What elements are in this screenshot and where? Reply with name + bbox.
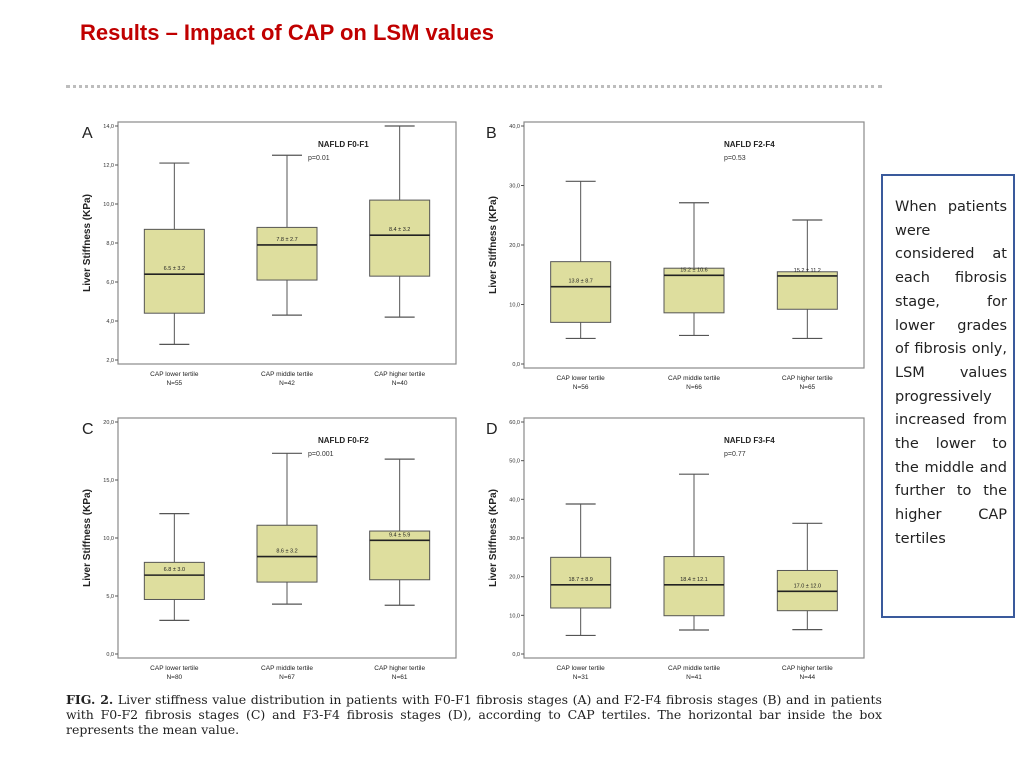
y-tick-label: 20,0	[509, 243, 520, 249]
panel-letter: A	[82, 125, 93, 142]
x-category-label: CAP higher tertile	[781, 665, 833, 672]
x-category-label: CAP middle tertile	[668, 665, 720, 672]
x-n-label: N=44	[799, 674, 816, 681]
box-iqr	[551, 262, 611, 323]
box-mean-label: 7.8 ± 2.7	[276, 236, 298, 243]
y-tick-label: 8,0	[106, 241, 114, 247]
box-mean-label: 6.8 ± 3.0	[163, 567, 186, 574]
x-n-label: N=65	[799, 384, 816, 391]
y-tick-label: 20,0	[103, 420, 114, 426]
box-mean-label: 13.8 ± 8.7	[568, 278, 593, 285]
panel-pvalue: p=0.77	[724, 451, 746, 458]
x-n-label: N=41	[686, 674, 702, 681]
panel-c	[82, 418, 456, 681]
x-category-label: CAP middle tertile	[261, 665, 313, 672]
y-tick-label: 4,0	[106, 319, 114, 325]
box-mean-label: 9.4 ± 5.9	[388, 532, 411, 539]
panel-pvalue: p=0.001	[308, 451, 334, 458]
panel-title: NAFLD F0-F1	[318, 140, 369, 149]
box-mean-label: 18.7 ± 8.9	[568, 576, 593, 583]
panel-pvalue: p=0.53	[724, 155, 746, 162]
box-iqr	[370, 200, 430, 276]
panel-letter: C	[82, 421, 94, 438]
x-category-label: CAP higher tertile	[781, 375, 833, 382]
boxplot-figure	[60, 108, 872, 688]
box-iqr	[777, 272, 837, 309]
x-n-label: N=56	[572, 384, 589, 391]
note-box	[881, 174, 1015, 618]
panel-pvalue: p=0.01	[308, 155, 330, 162]
y-tick-label: 0,0	[106, 652, 114, 658]
y-tick-label: 30,0	[509, 183, 520, 190]
box-mean-label: 15.2 ± 11.2	[793, 267, 821, 274]
y-tick-label: 10,0	[103, 202, 114, 208]
box-mean-label: 15.2 ± 10.6	[680, 267, 708, 274]
caption-text: Liver stiffness value distribution in patients with F0-F1 fibrosis stages (A) and F2-F4 fibrosis stages (B) and in patients with F0-F2 fibrosis stages (C) and F3-F4 fibrosis stages (D), according to CAP tertiles. The horizontal bar inside the box represents the mean value.	[66, 692, 882, 737]
y-axis-label: Liver Stiffness (KPa)	[488, 196, 499, 294]
x-category-label: CAP lower tertile	[556, 665, 605, 672]
x-category-label: CAP lower tertile	[556, 375, 605, 382]
x-category-label: CAP higher tertile	[374, 665, 426, 672]
box-iqr	[664, 557, 724, 616]
y-tick-label: 60,0	[509, 420, 520, 426]
x-n-label: N=61	[391, 674, 408, 681]
y-tick-label: 12,0	[103, 163, 114, 169]
x-category-label: CAP higher tertile	[374, 371, 426, 378]
x-n-label: N=66	[686, 384, 702, 391]
box-mean-label: 6.5 ± 3.2	[163, 266, 186, 273]
box-mean-label: 18.4 ± 12.1	[680, 576, 708, 583]
panel-d	[486, 418, 864, 681]
box-mean-label: 8.6 ± 3.2	[276, 548, 298, 555]
x-n-label: N=80	[166, 674, 183, 681]
y-axis-label: Liver Stiffness (KPa)	[82, 194, 93, 292]
panel-title: NAFLD F0-F2	[318, 436, 369, 445]
note-text: When patients were considered at each fibrosis stage, for lower grades of fibrosis only, LSM values progressively increased from the lower to the middle and further to the higher CAP tertiles	[895, 199, 1007, 547]
panel-a	[82, 122, 456, 387]
figure-caption	[66, 692, 882, 737]
y-tick-label: 10,0	[103, 536, 114, 542]
x-n-label: N=40	[391, 380, 408, 387]
x-category-label: CAP middle tertile	[668, 375, 720, 382]
x-n-label: N=31	[572, 674, 589, 681]
caption-label: FIG. 2.	[66, 692, 114, 707]
y-tick-label: 40,0	[509, 124, 520, 130]
title-divider	[66, 85, 882, 88]
panel-letter: B	[486, 125, 497, 142]
y-tick-label: 40,0	[509, 497, 520, 504]
x-n-label: N=55	[166, 380, 183, 387]
slide-title: Results – Impact of CAP on LSM values	[80, 20, 495, 45]
x-n-label: N=42	[279, 380, 295, 387]
x-category-label: CAP lower tertile	[150, 371, 199, 378]
y-tick-label: 20,0	[509, 574, 520, 581]
x-category-label: CAP lower tertile	[150, 665, 199, 672]
x-n-label: N=67	[279, 674, 295, 681]
panel-title: NAFLD F3-F4	[724, 436, 775, 445]
y-tick-label: 6,0	[106, 280, 114, 286]
x-category-label: CAP middle tertile	[261, 371, 313, 378]
y-tick-label: 10,0	[509, 613, 520, 620]
y-axis-label: Liver Stiffness (KPa)	[82, 489, 93, 587]
box-mean-label: 8.4 ± 3.2	[388, 227, 411, 234]
box-iqr	[370, 531, 430, 580]
panel-letter: D	[486, 421, 498, 438]
box-iqr	[257, 227, 317, 280]
y-tick-label: 0,0	[512, 652, 520, 658]
y-tick-label: 30,0	[509, 536, 520, 542]
y-tick-label: 5,0	[106, 594, 114, 600]
y-axis-label: Liver Stiffness (KPa)	[488, 489, 499, 587]
y-tick-label: 10,0	[509, 302, 520, 309]
y-tick-label: 14,0	[103, 124, 114, 130]
panel-b	[486, 122, 864, 391]
y-tick-label: 0,0	[512, 362, 520, 368]
y-tick-label: 50,0	[509, 458, 520, 465]
box-mean-label: 17.0 ± 12.0	[793, 583, 822, 590]
y-tick-label: 2,0	[106, 358, 114, 364]
panel-title: NAFLD F2-F4	[724, 140, 775, 149]
y-tick-label: 15,0	[103, 478, 114, 484]
